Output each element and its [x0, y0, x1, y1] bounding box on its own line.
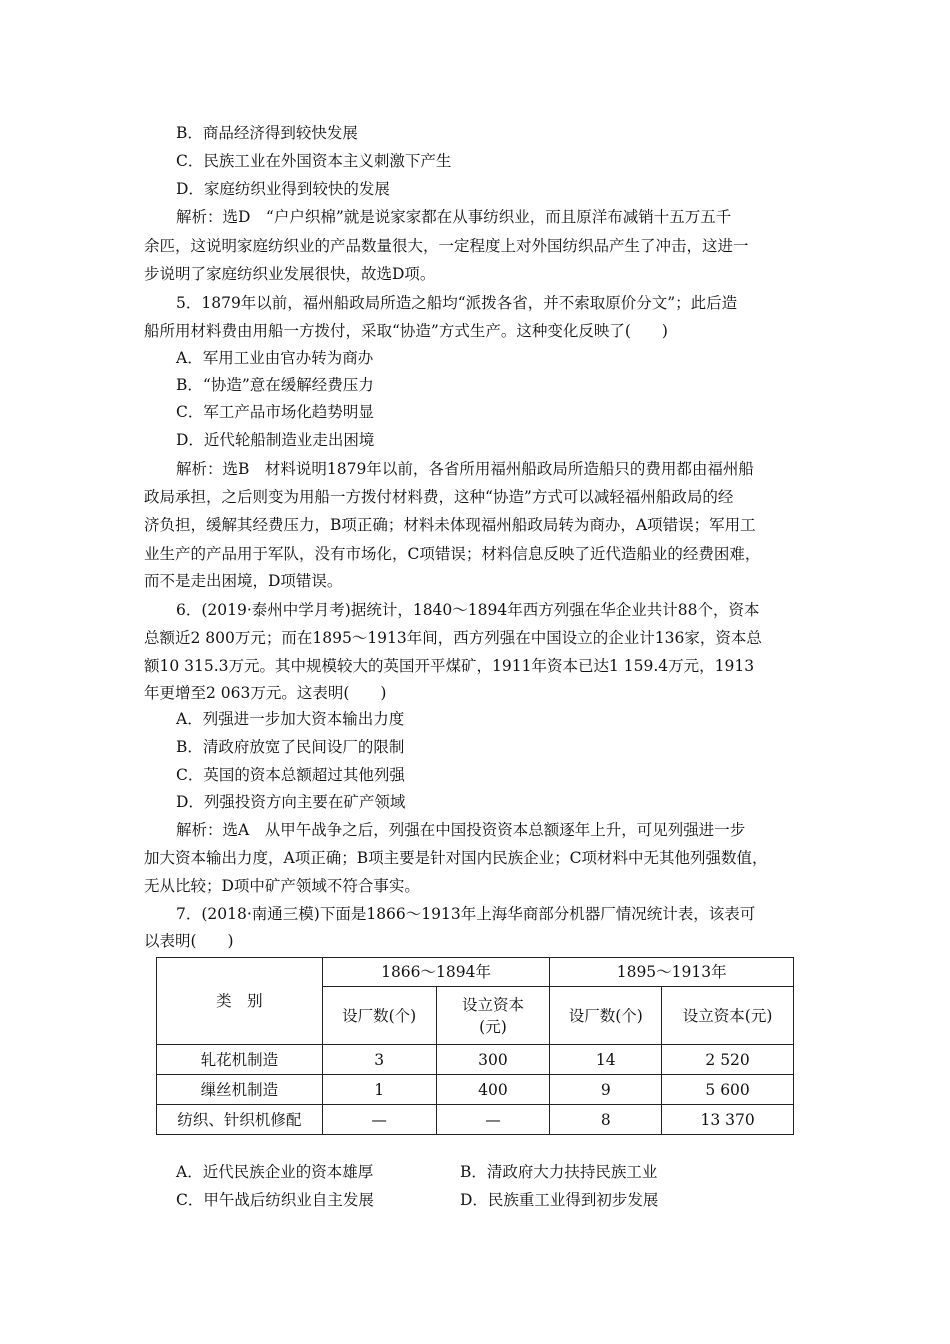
q6-option-b: B．清政府放宽了民间设厂的限制: [176, 738, 405, 756]
q7-option-d: D．民族重工业得到初步发展: [460, 1191, 659, 1209]
q4-analysis-line: 余匹，这说明家庭纺织业的产品数量很大，一定程度上对外国纺织品产生了冲击，这进一: [144, 237, 749, 255]
q5-analysis-line: 解析：选B 材料说明1879年以前，各省所用福州船政局所造船只的费用都由福州船: [176, 460, 754, 478]
table-header-capital-1-b: (元): [479, 1017, 507, 1036]
table-cell-factories-1: —: [322, 1105, 436, 1135]
table-header-capital-2: 设立资本(元): [662, 987, 794, 1045]
factory-statistics-table: [156, 957, 794, 1135]
table-header-factories-2: 设厂数(个): [550, 987, 662, 1045]
q7-option-c: C．甲午战后纺织业自主发展: [176, 1191, 374, 1209]
table-cell-factories-1: 3: [322, 1045, 436, 1075]
table-cell-capital-1: 400: [436, 1075, 550, 1105]
q5-analysis-line: 政局承担，之后则变为用船一方拨付材料费，这种“协造”方式可以减轻福州船政局的经: [144, 488, 734, 506]
q6-stem-line: 总额近2 800万元；而在1895～1913年间，西方列强在中国设立的企业计136家，资本总: [144, 629, 762, 647]
q4-analysis-line: 步说明了家庭纺织业发展很快，故选D项。: [144, 265, 436, 283]
table-row: [157, 1045, 794, 1075]
table-header-period1: 1866～1894年: [322, 958, 550, 987]
q5-analysis-line: 济负担，缓解其经费压力，B项正确；材料未体现福州船政局转为商办，A项错误；军用工: [144, 516, 756, 534]
q4-option-c: C．民族工业在外国资本主义刺激下产生: [176, 152, 452, 170]
table-cell-capital-2: 5 600: [662, 1075, 794, 1105]
q6-stem-line: 年更增至2 063万元。这表明( ): [144, 684, 387, 702]
q4-option-b: B．商品经济得到较快发展: [176, 124, 358, 142]
table-cell-capital-2: 13 370: [662, 1105, 794, 1135]
q6-analysis-line: 解析：选A 从甲午战争之后，列强在中国投资资本总额逐年上升，可见列强进一步: [176, 821, 746, 839]
table-cell-name: 缫丝机制造: [157, 1075, 323, 1105]
q5-option-d: D．近代轮船制造业走出困境: [176, 431, 375, 449]
q6-option-c: C．英国的资本总额超过其他列强: [176, 766, 405, 784]
table-row: [157, 1105, 794, 1135]
q5-analysis-line: 业生产的产品用于军队，没有市场化，C项错误；材料信息反映了近代造船业的经费困难，: [144, 545, 761, 563]
q4-analysis-line: 解析：选D “户户织棉”就是说家家都在从事纺织业，而且原洋布减销十五万五千: [176, 208, 732, 226]
q5-stem-line: 船所用材料费由用船一方拨付，采取“协造”方式生产。这种变化反映了( ): [144, 322, 668, 340]
table-cell-capital-2: 2 520: [662, 1045, 794, 1075]
q7-stem-line: 以表明( ): [144, 932, 234, 950]
q7-stem-line: 7．(2018·南通三模)下面是1866～1913年上海华商部分机器厂情况统计表，该表可: [176, 905, 756, 923]
table-cell-factories-2: 14: [550, 1045, 662, 1075]
table-cell-capital-1: —: [436, 1105, 550, 1135]
table-header-factories-1: 设厂数(个): [322, 987, 436, 1045]
q6-stem-line: 6．(2019·泰州中学月考)据统计，1840～1894年西方列强在华企业共计88个，资本: [176, 601, 760, 619]
q6-stem-line: 额10 315.3万元。其中规模较大的英国开平煤矿，1911年资本已达1 159.4万元，1913: [144, 657, 755, 675]
q6-analysis-line: 加大资本输出力度，A项正确；B项主要是针对国内民族企业；C项材料中无其他列强数值，: [144, 849, 768, 867]
table-cell-name: 轧花机制造: [157, 1045, 323, 1075]
q5-option-b: B．“协造”意在缓解经费压力: [176, 376, 374, 394]
q6-analysis-line: 无从比较；D项中矿产领域不符合事实。: [144, 877, 420, 895]
table-cell-capital-1: 300: [436, 1045, 550, 1075]
table-cell-factories-2: 8: [550, 1105, 662, 1135]
table-cell-factories-1: 1: [322, 1075, 436, 1105]
q6-option-d: D．列强投资方向主要在矿产领域: [176, 793, 406, 811]
q4-option-d: D．家庭纺织业得到较快的发展: [176, 180, 390, 198]
q5-analysis-line: 而不是走出困境，D项错误。: [144, 572, 343, 590]
q5-option-a: A．军用工业由官办转为商办: [176, 349, 374, 367]
q7-option-a: A．近代民族企业的资本雄厚: [176, 1163, 374, 1181]
table-cell-factories-2: 9: [550, 1075, 662, 1105]
q5-stem-line: 5．1879年以前，福州船政局所造之船均“派拨各省，并不索取原价分文”；此后造: [176, 294, 738, 312]
table-row: [157, 1075, 794, 1105]
q5-option-c: C．军工产品市场化趋势明显: [176, 403, 374, 421]
table-header-category: 类 别: [157, 958, 323, 1045]
table-header-period2: 1895～1913年: [550, 958, 794, 987]
table-header-capital-1: [436, 987, 550, 1045]
table-header-capital-1-a: 设立资本: [461, 995, 524, 1014]
q6-option-a: A．列强进一步加大资本输出力度: [176, 710, 405, 728]
table-cell-name: 纺织、针织机修配: [157, 1105, 323, 1135]
q7-option-b: B．清政府大力扶持民族工业: [460, 1163, 658, 1181]
